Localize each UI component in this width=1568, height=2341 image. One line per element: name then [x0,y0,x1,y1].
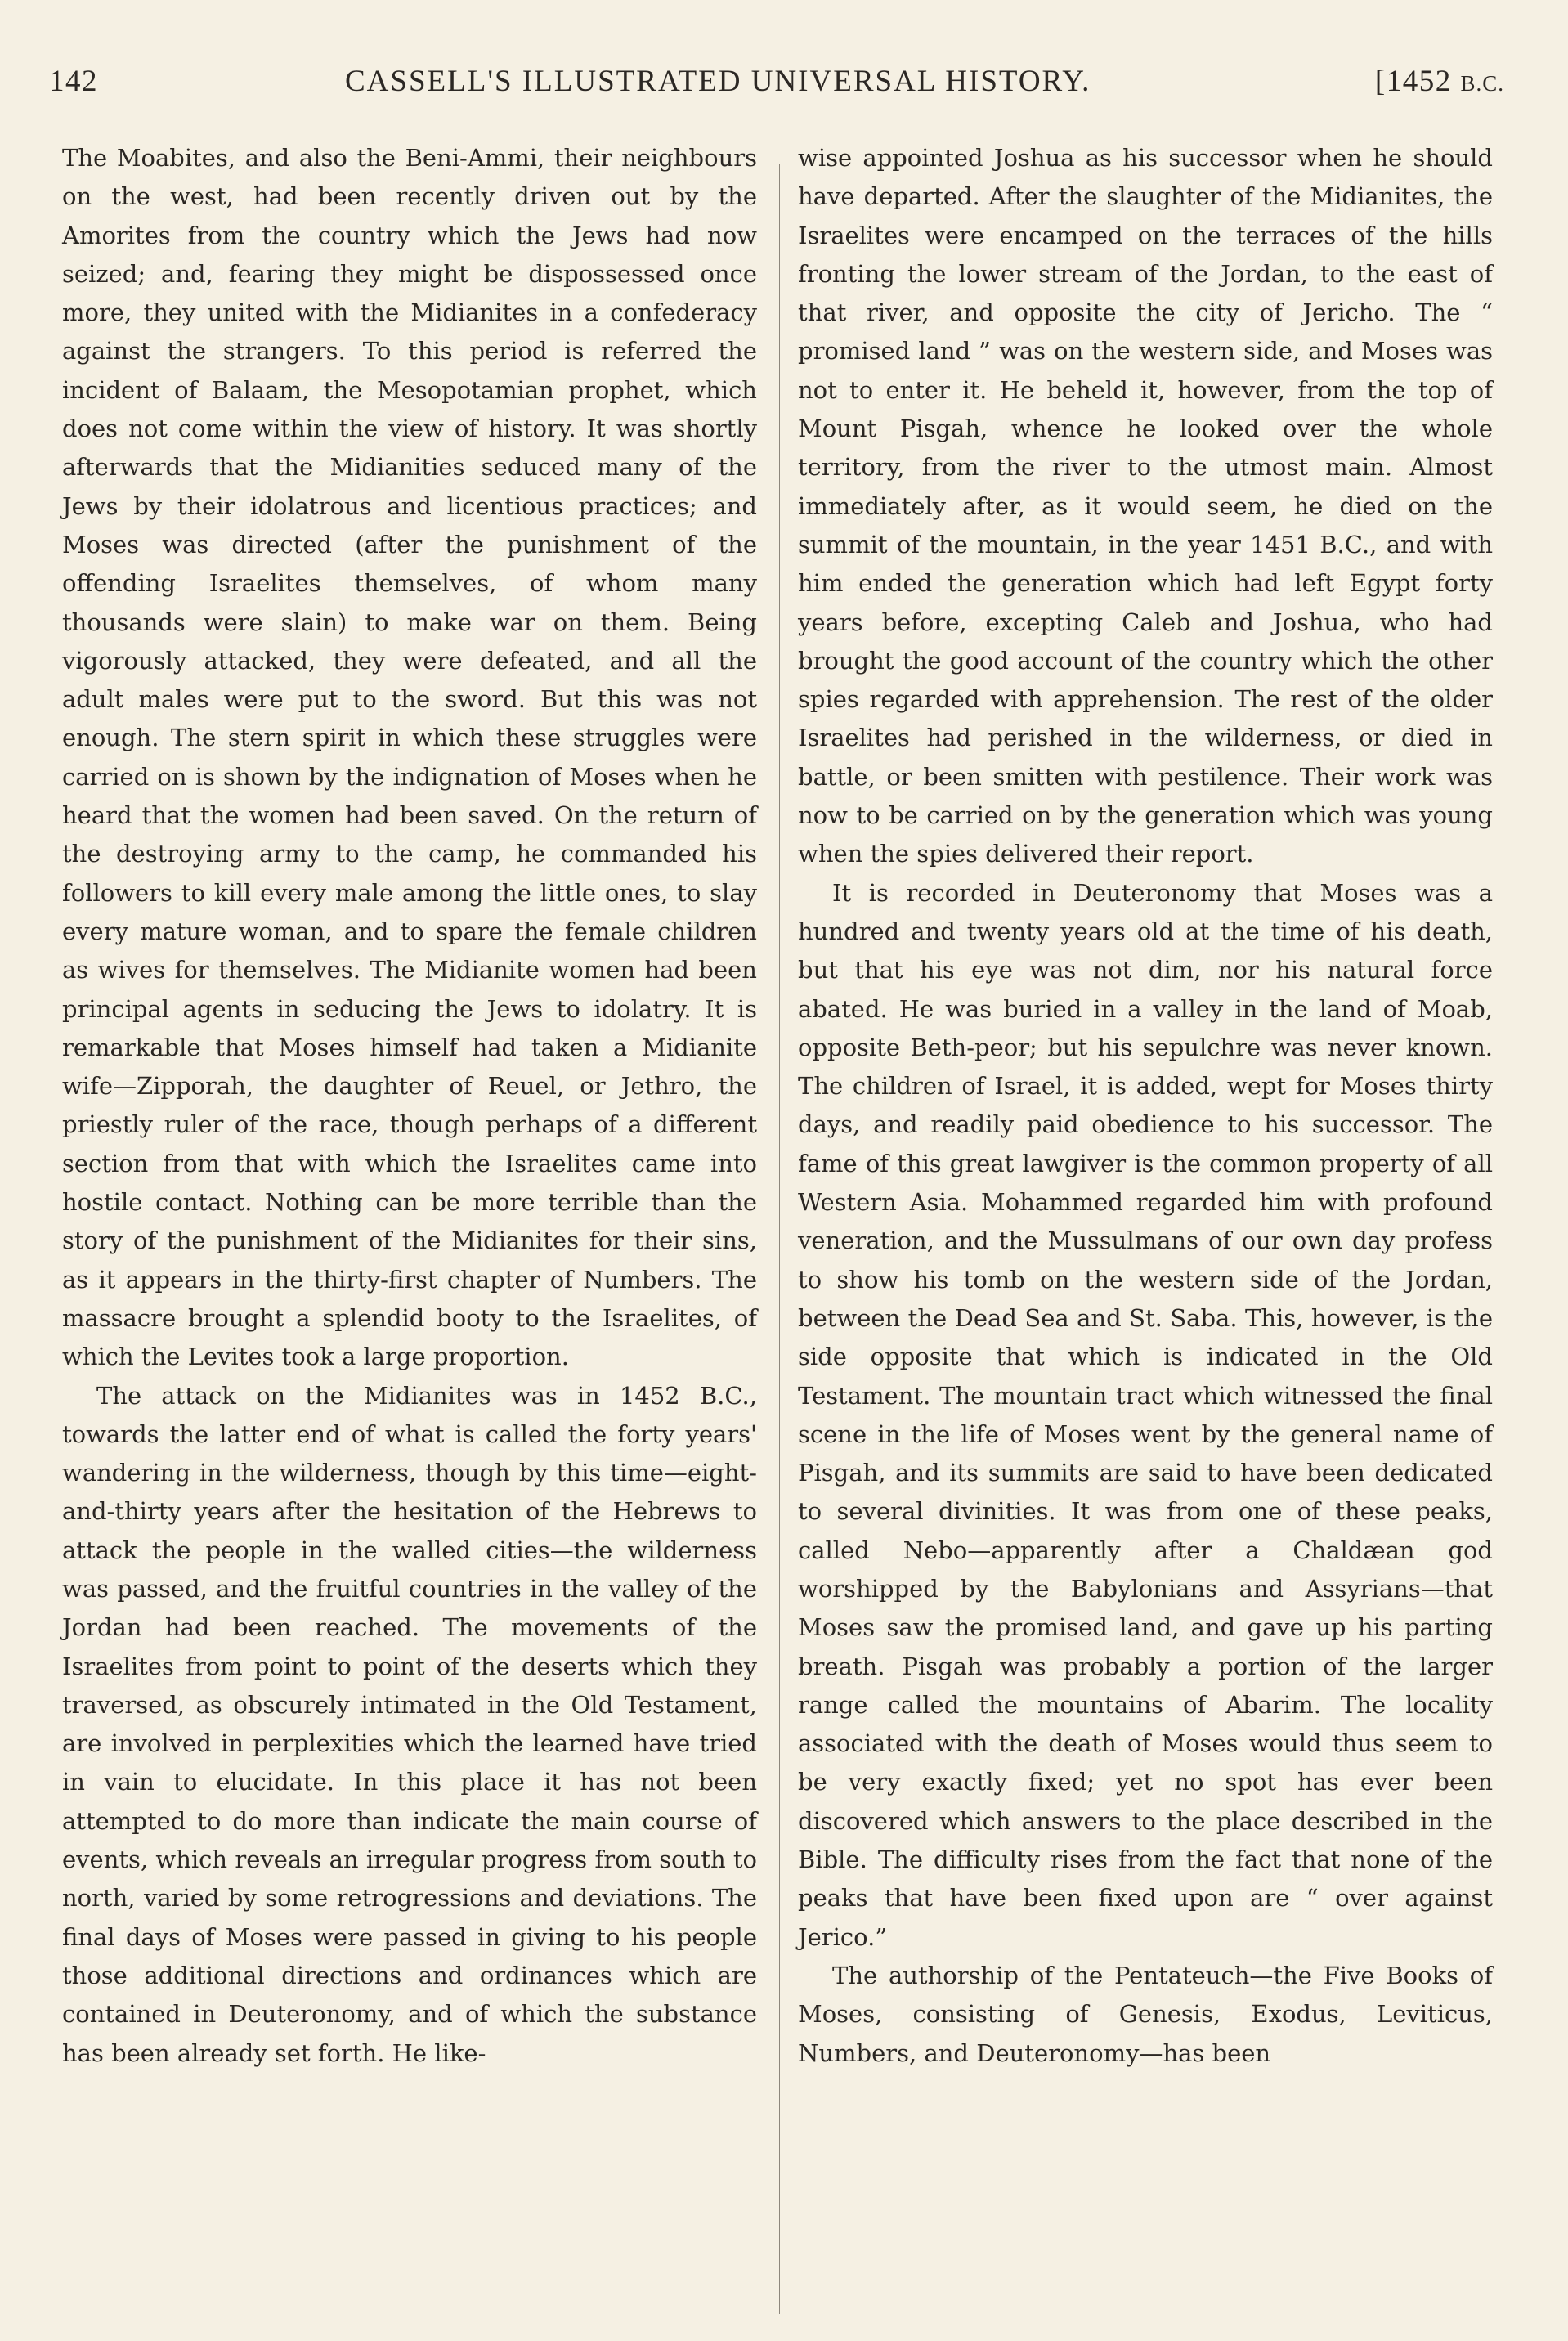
date-era: B.C. [1460,71,1504,96]
paragraph: wise appointed Joshua as his successor when he should have departed. After the slaughter of the Midianites, the Israelites were encamped on the terraces of the hills fronting the lower stream of the Jordan, to the east of that river, and opposite the city of Jericho. The “ promised land ” was on the western side, and Moses was not to enter it. He beheld it, however, from the top of Mount Pisgah, whence he looked over the whole territory, from the river to the utmost main. Almost immediately after, as it would seem, he died on the summit of the mountain, in the year 1451 B.C., and with him ended the generation which had left Egypt forty years before, excepting Caleb and Joshua, who had brought the good account of the country which the other spies regarded with apprehension. The rest of the older Israelites had perished in the wilderness, or died in battle, or been smitten with pestilence. Their work was now to be carried on by the generation which was young when the spies delivered their report. [798,144,1493,868]
paragraph: The Moabites, and also the Beni-Ammi, their neighbours on the west, had been recently driven out by the Amorites from the country which the Jews had now seized; and, fearing they might be dispossessed once more, they united with the Midianites in a confederacy against the strangers. To this period is referred the incident of Balaam, the Mesopotamian prophet, which does not come within the view of history. It was shortly afterwards that the Midianities seduced many of the Jews by their idolatrous and licentious practices; and Moses was directed (after the punishment of the offending Israelites themselves, of whom many thousands were slain) to make war on them. Being vigorously attacked, they were defeated, and all the adult males were put to the sword. But this was not enough. The stern spirit in which these struggles were carried on is shown by the indignation of Moses when he heard that the women had been saved. On the return of the destroying army to the camp, he commanded his followers to kill every male among the little ones, to slay every mature woman, and to spare the female children as wives for themselves. The Midianite women had been principal agents in seducing the Jews to idolatry. It is remarkable that Moses himself had taken a Midianite wife—Zipporah, the daughter of Reuel, or Jethro, the priestly ruler of the race, though perhaps of a different section from that with which the Israelites came into hostile contact. Nothing can be more terrible than the story of the punishment of the Midianites for their sins, as it appears in the thirty-first chapter of Numbers. The massacre brought a splendid booty to the Israelites, of which the Levites took a large proportion. [62,144,757,1371]
column-divider [779,164,780,2314]
page-number: 142 [49,65,98,98]
date-year: [1452 [1374,65,1452,98]
running-header [49,64,1504,113]
left-column [62,139,757,2073]
running-title: CASSELL'S ILLUSTRATED UNIVERSAL HISTORY. [345,65,1091,98]
paragraph: The attack on the Midianites was in 1452 B.C., towards the latter end of what is called the forty years' wandering in the wilderness, though by this time—eight-and-thirty years after the hesitation of the Hebrews to attack the people in the walled cities—the wilderness was passed, and the fruitful countries in the valley of the Jordan had been reached. The movements of the Israelites from point to point of the deserts which they traversed, as obscurely intimated in the Old Testament, are involved in perplexities which the learned have tried in vain to elucidate. In this place it has not been attempted to do more than indicate the main course of events, which reveals an irregular progress from south to north, varied by some retrogressions and deviations. The final days of Moses were passed in giving to his people those additional directions and ordinances which are contained in Deuteronomy, and of which the substance has been already set forth. He like- [62,1381,757,2067]
paragraph: The authorship of the Pentateuch—the Five Books of Moses, consisting of Genesis, Exodus, Leviticus, Numbers, and Deuteronomy—has been [798,1961,1493,2067]
paragraph: It is recorded in Deuteronomy that Moses was a hundred and twenty years old at the time of his death, but that his eye was not dim, nor his natural force abated. He was buried in a valley in the land of Moab, opposite Beth-peor; but his sepulchre was never known. The children of Israel, it is added, wept for Moses thirty days, and readily paid obedience to his successor. The fame of this great lawgiver is the common property of all Western Asia. Mohammed regarded him with profound veneration, and the Mussulmans of our own day profess to show his tomb on the western side of the Jordan, between the Dead Sea and St. Saba. This, however, is the side opposite that which is indicated in the Old Testament. The mountain tract which witnessed the final scene in the life of Moses went by the general name of Pisgah, and its summits are said to have been dedicated to several divinities. It was from one of these peaks, called Nebo—apparently after a Chaldæan god worshipped by the Babylonians and Assyrians—that Moses saw the promised land, and gave up his parting breath. Pisgah was probably a portion of the larger range called the mountains of Abarim. The locality associated with the death of Moses would thus seem to be very exactly fixed; yet no spot has ever been discovered which answers to the place described in the Bible. The difficulty rises from the fact that none of the peaks that have been fixed upon are “ over against Jerico.” [798,878,1493,1951]
right-column [798,139,1493,2073]
date-marker [1375,64,1504,99]
